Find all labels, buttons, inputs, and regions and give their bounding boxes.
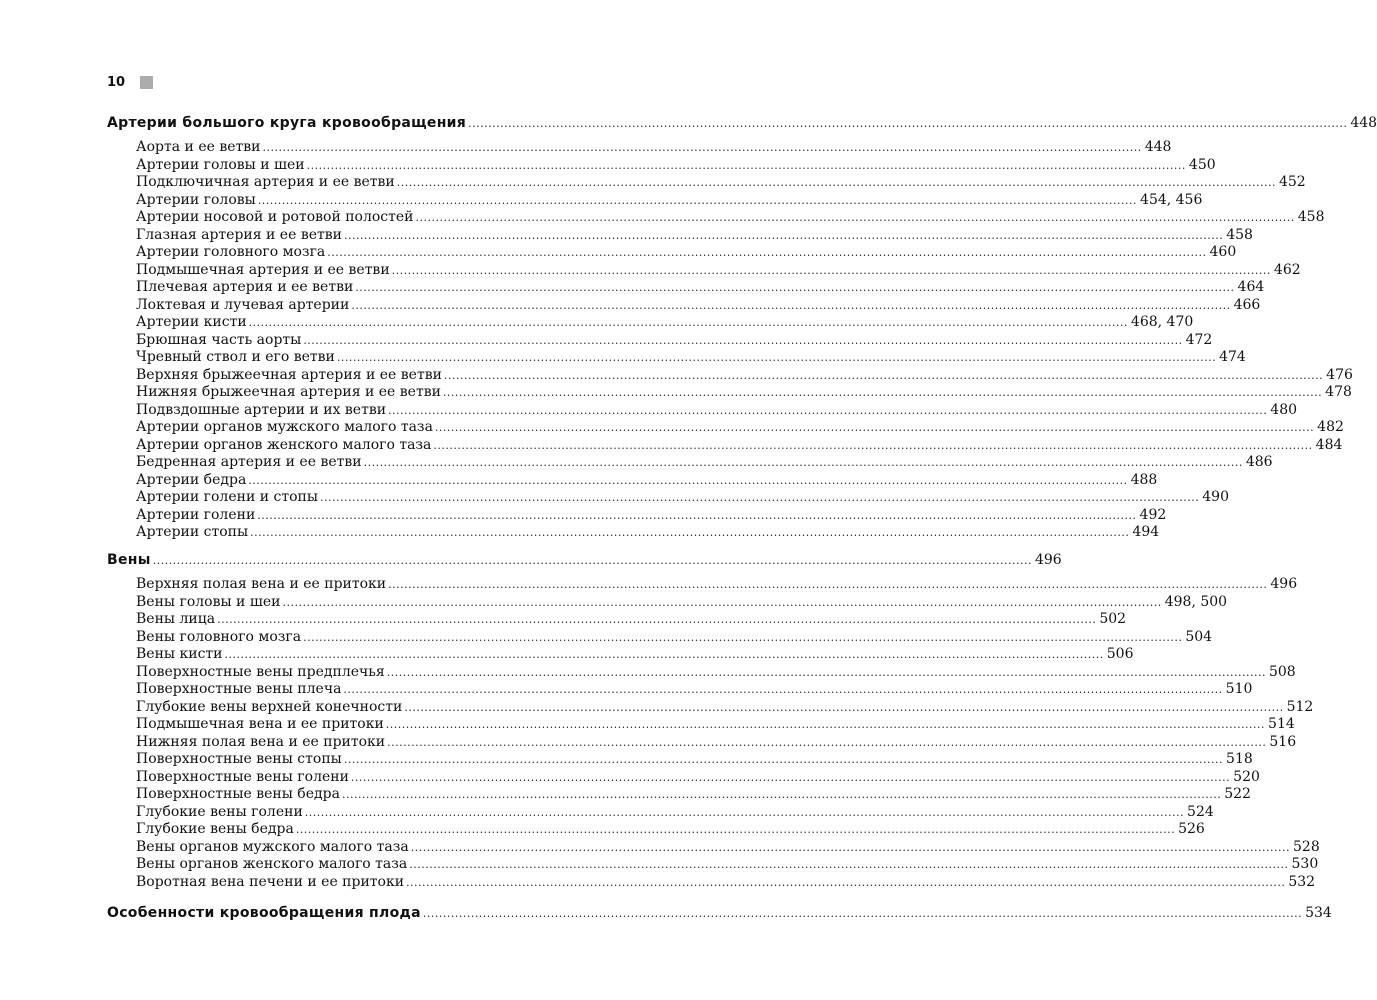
toc-entry-title: Поверхностные вены предплечья: [136, 664, 385, 680]
toc-entry-title: Нижняя брыжеечная артерия и ее ветви: [136, 384, 441, 400]
page-number: 10: [107, 74, 126, 90]
toc-entry-title: Глубокие вены голени: [136, 804, 303, 820]
toc-entry: [136, 818, 1205, 837]
dot-leader: ............................................................................................................................................................................................................................: [355, 281, 1235, 294]
toc-entry-title: Вены кисти: [136, 646, 223, 662]
toc-entry-title: Артерии бедра: [136, 472, 247, 488]
dot-leader: ............................................................................................................................................................................................................................: [303, 334, 1183, 347]
dot-leader: ............................................................................................................................................................................................................................: [343, 683, 1223, 696]
toc-entry-page: 476: [1326, 367, 1353, 383]
toc-entry-title: Артерии стопы: [136, 524, 249, 540]
dot-leader: ............................................................................................................................................................................................................................: [257, 194, 1138, 207]
toc-entry-title: Вены органов женского малого таза: [136, 856, 408, 872]
toc-entry-title: Вены лица: [136, 611, 216, 627]
dot-leader: ............................................................................................................................................................................................................................: [248, 474, 1128, 487]
toc-entry-page: 458: [1297, 209, 1325, 225]
toc-section-heading-page: 496: [1034, 552, 1062, 568]
toc-entry-title: Подключичная артерия и ее ветви: [136, 174, 395, 190]
page-header: [107, 73, 153, 91]
toc-section-heading: [107, 549, 1062, 568]
toc-entry-page: 452: [1278, 174, 1306, 190]
dot-leader: ............................................................................................................................................................................................................................: [250, 526, 1130, 539]
toc-entry: [136, 853, 1319, 872]
dot-leader: ............................................................................................................................................................................................................................: [295, 823, 1176, 836]
toc-entry: [136, 136, 1172, 155]
toc-entry-title: Вены головы и шеи: [136, 594, 281, 610]
dot-leader: ............................................................................................................................................................................................................................: [248, 316, 1128, 329]
toc-entry-page: 524: [1187, 804, 1214, 820]
dot-leader: ............................................................................................................................................................................................................................: [304, 806, 1185, 819]
toc-entry-title: Поверхностные вены голени: [136, 769, 349, 785]
toc-entry-page: 468, 470: [1130, 314, 1194, 330]
toc-entry-title: Плечевая артерия и ее ветви: [136, 279, 354, 295]
toc-entry-title: Бедренная артерия и ее ветви: [136, 454, 362, 470]
toc-entry-title: Воротная вена печени и ее притоки: [136, 874, 405, 890]
toc-entry: [136, 206, 1325, 225]
toc-entry-page: 494: [1132, 524, 1160, 540]
toc-entry-title: Вены органов мужского малого таза: [136, 839, 409, 855]
toc-entry-page: 460: [1209, 244, 1237, 260]
page-marker-square: [140, 76, 153, 89]
toc-entry-page: 472: [1185, 332, 1213, 348]
toc-entry-title: Подвздошные артерии и их ветви: [136, 402, 387, 418]
toc-entry-title: Поверхностные вены стопы: [136, 751, 342, 767]
toc-entry-title: Чревный ствол и его ветви: [136, 349, 335, 365]
dot-leader: ............................................................................................................................................................................................................................: [406, 876, 1286, 889]
dot-leader: ............................................................................................................................................................................................................................: [217, 613, 1097, 626]
toc-entry-page: 530: [1291, 856, 1319, 872]
toc-section-heading: [107, 902, 1332, 921]
dot-leader: ............................................................................................................................................................................................................................: [404, 701, 1284, 714]
toc-entry-page: 454, 456: [1140, 192, 1203, 208]
toc-entry-page: 526: [1178, 821, 1205, 837]
toc-entry: [136, 451, 1273, 470]
dot-leader: ............................................................................................................................................................................................................................: [442, 386, 1323, 399]
dot-leader: ............................................................................................................................................................................................................................: [422, 907, 1303, 920]
dot-leader: ............................................................................................................................................................................................................................: [391, 264, 1271, 277]
toc-entry-title: Артерии головного мозга: [136, 244, 326, 260]
dot-leader: ............................................................................................................................................................................................................................: [387, 736, 1267, 749]
dot-leader: ............................................................................................................................................................................................................................: [152, 554, 1032, 567]
dot-leader: ............................................................................................................................................................................................................................: [443, 369, 1324, 382]
dot-leader: ............................................................................................................................................................................................................................: [396, 176, 1276, 189]
toc-entry-title: Подмышечная артерия и ее ветви: [136, 262, 390, 278]
toc-entry-title: Артерии головы: [136, 192, 256, 208]
toc-entry-title: Верхняя брыжеечная артерия и ее ветви: [136, 367, 442, 383]
dot-leader: ............................................................................................................................................................................................................................: [433, 439, 1313, 452]
dot-leader: ............................................................................................................................................................................................................................: [224, 648, 1104, 661]
toc-entry: [136, 416, 1344, 435]
dot-leader: ............................................................................................................................................................................................................................: [350, 771, 1231, 784]
toc-entry-title: Глубокие вены верхней конечности: [136, 699, 403, 715]
toc-entry: [136, 573, 1298, 592]
toc-section-heading: [107, 112, 1377, 131]
toc-entry-page: 484: [1315, 437, 1343, 453]
toc-entry-title: Аорта и ее ветви: [136, 139, 261, 155]
toc-entry-title: Нижняя полая вена и ее притоки: [136, 734, 386, 750]
toc-entry-title: Верхняя полая вена и ее притоки: [136, 576, 387, 592]
toc-section-heading-title: Вены: [107, 552, 151, 568]
toc-entry-page: 528: [1293, 839, 1320, 855]
toc-entry-title: Артерии органов женского малого таза: [136, 437, 432, 453]
toc-entry-page: 458: [1226, 227, 1253, 243]
toc-entry-page: 450: [1188, 157, 1216, 173]
dot-leader: ............................................................................................................................................................................................................................: [320, 491, 1200, 504]
toc-entry: [136, 643, 1134, 662]
toc-entry-page: 532: [1288, 874, 1316, 890]
toc-entry-page: 512: [1286, 699, 1314, 715]
toc-entry-page: 518: [1226, 751, 1253, 767]
toc-entry-page: 490: [1202, 489, 1229, 505]
dot-leader: ............................................................................................................................................................................................................................: [306, 159, 1186, 172]
toc-entry: [136, 346, 1246, 365]
toc-entry-page: 482: [1317, 419, 1344, 435]
toc-entry-title: Глазная артерия и ее ветви: [136, 227, 342, 243]
toc-entry-page: 464: [1237, 279, 1265, 295]
dot-leader: ............................................................................................................................................................................................................................: [409, 858, 1289, 871]
toc-entry: [136, 171, 1306, 190]
toc-entry-title: Брюшная часть аорты: [136, 332, 302, 348]
toc-entry-page: 498, 500: [1164, 594, 1228, 610]
toc-entry-title: Артерии головы и шеи: [136, 157, 305, 173]
dot-leader: ............................................................................................................................................................................................................................: [410, 841, 1290, 854]
toc-entry-page: 480: [1270, 402, 1298, 418]
dot-leader: ............................................................................................................................................................................................................................: [262, 141, 1142, 154]
toc-entry: [136, 783, 1251, 802]
toc-entry-page: 520: [1233, 769, 1260, 785]
dot-leader: ............................................................................................................................................................................................................................: [257, 509, 1137, 522]
toc-entry-page: 514: [1268, 716, 1295, 732]
toc-entry-title: Артерии органов мужского малого таза: [136, 419, 433, 435]
dot-leader: ............................................................................................................................................................................................................................: [282, 596, 1162, 609]
toc-entry-page: 508: [1268, 664, 1296, 680]
toc-entry: [136, 521, 1160, 540]
toc-section-heading-page: 534: [1305, 905, 1332, 921]
toc-entry-title: Глубокие вены бедра: [136, 821, 294, 837]
dot-leader: ............................................................................................................................................................................................................................: [343, 753, 1224, 766]
toc-entry-page: 488: [1130, 472, 1158, 488]
dot-leader: ............................................................................................................................................................................................................................: [385, 718, 1266, 731]
toc-entry-title: Артерии кисти: [136, 314, 247, 330]
toc-entry-page: 510: [1225, 681, 1253, 697]
toc-entry: [136, 608, 1127, 627]
toc-entry-title: Поверхностные вены бедра: [136, 786, 340, 802]
toc-entry-title: Подмышечная вена и ее притоки: [136, 716, 384, 732]
dot-leader: ............................................................................................................................................................................................................................: [388, 578, 1268, 591]
toc-entry-page: 474: [1219, 349, 1246, 365]
toc-entry: [136, 276, 1265, 295]
toc-entry-title: Артерии голени и стопы: [136, 489, 318, 505]
toc-entry-title: Вены головного мозга: [136, 629, 302, 645]
toc-entry-page: 492: [1139, 507, 1167, 523]
dot-leader: ............................................................................................................................................................................................................................: [386, 666, 1266, 679]
dot-leader: ............................................................................................................................................................................................................................: [388, 404, 1268, 417]
dot-leader: ............................................................................................................................................................................................................................: [327, 246, 1207, 259]
toc-entry-page: 506: [1106, 646, 1134, 662]
toc-entry-page: 496: [1270, 576, 1298, 592]
dot-leader: ............................................................................................................................................................................................................................: [415, 211, 1295, 224]
toc-entry-page: 448: [1144, 139, 1172, 155]
toc-entry: [136, 381, 1352, 400]
toc-entry-title: Артерии носовой и ротовой полостей: [136, 209, 414, 225]
toc-entry-title: Локтевая и лучевая артерии: [136, 297, 350, 313]
toc-entry: [136, 486, 1229, 505]
toc-entry: [136, 871, 1316, 890]
dot-leader: ............................................................................................................................................................................................................................: [341, 788, 1222, 801]
dot-leader: ............................................................................................................................................................................................................................: [343, 229, 1224, 242]
dot-leader: ............................................................................................................................................................................................................................: [468, 117, 1348, 130]
toc-entry-page: 522: [1224, 786, 1251, 802]
dot-leader: ............................................................................................................................................................................................................................: [336, 351, 1217, 364]
toc-entry-page: 504: [1185, 629, 1213, 645]
toc-entry-page: 462: [1273, 262, 1301, 278]
dot-leader: ............................................................................................................................................................................................................................: [303, 631, 1183, 644]
dot-leader: ............................................................................................................................................................................................................................: [363, 456, 1243, 469]
toc-entry: [136, 311, 1194, 330]
dot-leader: ............................................................................................................................................................................................................................: [351, 299, 1231, 312]
toc-entry: [136, 678, 1253, 697]
toc-entry: [136, 748, 1253, 767]
toc-entry: [136, 241, 1237, 260]
toc-section-heading-title: Особенности кровообращения плода: [107, 905, 421, 921]
toc-section-heading-page: 448: [1350, 115, 1377, 131]
toc-entry: [136, 713, 1295, 732]
toc-entry-page: 466: [1233, 297, 1261, 313]
toc-entry-page: 478: [1325, 384, 1352, 400]
dot-leader: ............................................................................................................................................................................................................................: [434, 421, 1315, 434]
toc-entry-page: 516: [1269, 734, 1297, 750]
toc-entry-title: Артерии голени: [136, 507, 256, 523]
toc-entry-title: Поверхностные вены плеча: [136, 681, 342, 697]
toc-section-heading-title: Артерии большого круга кровообращения: [107, 115, 467, 131]
toc-entry-page: 502: [1099, 611, 1127, 627]
toc-entry-page: 486: [1245, 454, 1273, 470]
